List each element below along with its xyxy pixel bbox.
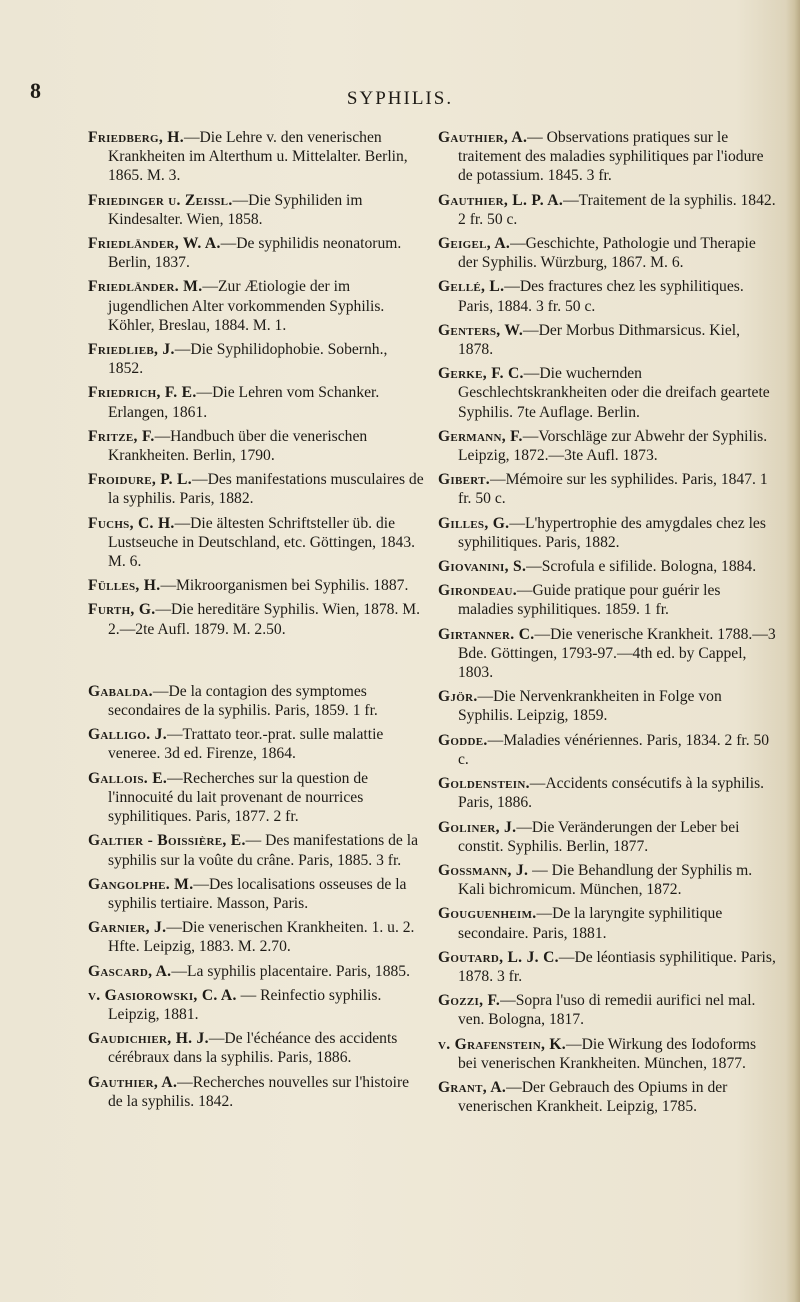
entry-text: —Die ältesten Schriftsteller üb. die Lustseuche in Deutschland, etc. Göttingen, 1843. M. 6. [108,514,416,571]
entry-author: Gossmann, J. [438,861,529,879]
bibliography-entry [438,514,776,552]
page-number: 8 [30,78,41,103]
bibliography-entry [438,687,776,725]
bibliography-entry [88,383,426,421]
entry-author: Furth, G. [88,601,156,619]
entry-text: —Die Syphiliden im Kindesalter. Wien, 1858. [108,191,363,228]
entry-author: Friedinger u. Zeissl. [88,191,233,209]
entry-author: Galtier - Boissière, E. [88,832,246,850]
entry-author: Gabalda. [88,682,153,700]
entry-author: Gaudichier, H. J. [88,1030,209,1048]
bibliography-entry [88,576,426,595]
entry-author: Gauthier, A. [88,1073,178,1091]
entry-text: — Observations pratiques sur le traitement des maladies syphilitiques par l'iodure de potassium. 1845. 3 fr. [458,129,764,185]
entry-author: Friedberg, H. [88,129,184,146]
bibliography-entry [88,234,426,272]
entry-author: Gauthier, L. P. A. [438,191,564,209]
bibliography-entry [88,427,426,465]
entry-author: Goutard, L. J. C. [438,948,559,966]
entry-text: —Die Lehren vom Schanker. Erlangen, 1861. [108,384,380,421]
entry-text: —Traitement de la syphilis. 1842. 2 fr. 50 c. [458,191,776,228]
entry-text: —Guide pratique pour guérir les maladies syphilitiques. 1859. 1 fr. [458,582,721,619]
bibliography-entry [438,731,776,769]
entry-text: —Mémoire sur les syphilides. Paris, 1847. 1 fr. 50 c. [458,471,768,508]
entry-text: —Geschichte, Pathologie und Therapie der Syphilis. Würzburg, 1867. M. 6. [458,235,756,272]
entry-author: v. Gasiorowski, C. A. [88,986,237,1004]
entry-author: Gouguenheim. [438,905,537,923]
entry-text: —Die venerische Krankheit. 1788.—3 Bde. Göttingen, 1793-97.—4th ed. by Cappel, 1803. [458,625,776,682]
entry-text: —L'hypertrophie des amygdales chez les syphilitiques. Paris, 1882. [458,514,766,551]
entry-author: Godde. [438,731,488,749]
bibliography-entry [88,918,426,956]
entry-text: —Die hereditäre Syphilis. Wien, 1878. M. 2.—2te Aufl. 1879. M. 2.50. [108,601,421,638]
entry-text: —Trattato teor.-prat. sulle malattie veneree. 3d ed. Firenze, 1864. [108,726,384,763]
bibliography-entry [438,1035,776,1073]
bibliography-entry [88,1029,426,1067]
bibliography-entry [88,986,426,1024]
entry-text: —Handbuch über die venerischen Krankheiten. Berlin, 1790. [108,427,368,465]
bibliography-entry [438,128,776,186]
entry-text: — Die Behandlung der Syphilis m. Kali bichromicum. München, 1872. [458,861,753,899]
bibliography-entry [438,427,776,465]
entry-text: —Mikroorganismen bei Syphilis. 1887. [160,577,409,595]
bibliography-entry [88,600,426,638]
entry-text: —De syphilidis neonatorum. Berlin, 1837. [108,235,402,272]
entry-author: Girtanner. C. [438,625,535,643]
entry-text: —Der Morbus Dithmarsicus. Kiel, 1878. [458,321,741,359]
page-edge-shadow [786,0,800,1302]
entry-author: Gauthier, A. [438,129,528,146]
entry-author: Giovanini, S. [438,558,527,576]
entry-author: Fritze, F. [88,427,155,445]
entry-author: Friedlieb, J. [88,341,175,359]
bibliography-entry [88,340,426,378]
bibliography-entry [438,774,776,812]
bibliography-entry [438,321,776,359]
entry-author: Gellé, L. [438,278,505,296]
entry-author: Geigel, A. [438,235,511,253]
entry-author: Fuchs, C. H. [88,514,175,532]
entry-author: Friedländer, W. A. [88,235,221,253]
entry-text: —Sopra l'uso di remedii aurifici nel mal. ven. Bologna, 1817. [458,992,756,1029]
bibliography-entry [438,364,776,422]
bibliography-entry [438,818,776,856]
entry-text: —Recherches nouvelles sur l'histoire de la syphilis. 1842. [108,1073,410,1110]
bibliography-entry [438,234,776,272]
entry-text: —Des fractures chez les syphilitiques. Paris, 1884. 3 fr. 50 c. [458,278,744,315]
entry-author: Froidure, P. L. [88,471,192,489]
entry-author: Friedländer. M. [88,278,203,296]
entry-author: Garnier, J. [88,919,167,937]
bibliography-entry [88,128,426,186]
bibliography-entry [88,277,426,335]
entry-author: Gerke, F. C. [438,365,524,383]
entry-text: —Die Wirkung des Iodoforms bei venerischen Krankheiten. München, 1877. [458,1035,757,1072]
bibliography-entry [88,514,426,572]
entry-text: —Die Nervenkrankheiten in Folge von Syphilis. Leipzig, 1859. [458,688,722,725]
entry-author: Gangolphe. M. [88,875,194,893]
right-column [438,128,776,1121]
entry-text: —Accidents consécutifs à la syphilis. Paris, 1886. [458,775,765,812]
bibliography-entry [88,962,426,981]
entry-text: —Die Syphilidophobie. Sobernh., 1852. [108,341,388,378]
entry-author: Genters, W. [438,321,524,339]
entry-author: v. Grafenstein, K. [438,1035,566,1053]
entry-text: —Des manifestations musculaires de la syphilis. Paris, 1882. [108,471,424,508]
bibliography-entry [88,831,426,869]
bibliography-entry [88,875,426,913]
entry-author: Galligo. J. [88,726,167,744]
entry-text: —De l'échéance des accidents cérébraux dans la syphilis. Paris, 1886. [108,1030,398,1067]
entry-text: —Die Lehre v. den venerischen Krankheiten im Alterthum u. Mittelalter. Berlin, 1865. M. 3. [108,129,408,185]
bibliography-entry [88,682,426,720]
entry-author: Germann, F. [438,427,523,445]
entry-author: Gascard, A. [88,962,172,980]
entry-author: Gozzi, F. [438,992,501,1010]
entry-author: Grant, A. [438,1078,507,1096]
running-head: SYPHILIS. [346,88,454,109]
bibliography-entry [438,581,776,619]
entry-text: —La syphilis placentaire. Paris, 1885. [171,962,410,980]
bibliography-entry [438,191,776,229]
entry-text: —Die venerischen Krankheiten. 1. u. 2. Hfte. Leipzig, 1883. M. 2.70. [108,919,415,956]
bibliography-entry [438,470,776,508]
entry-author: Girondeau. [438,582,517,600]
entry-author: Goldenstein. [438,775,530,793]
entry-author: Friedrich, F. E. [88,384,197,402]
bibliography-entry [438,948,776,986]
bibliography-entry [438,991,776,1029]
entry-author: Fülles, H. [88,577,161,595]
entry-author: Gilles, G. [438,514,510,532]
bibliography-entry [88,725,426,763]
bibliography-entry [88,769,426,827]
entry-text: —Des localisations osseuses de la syphilis tertiaire. Masson, Paris. [108,875,407,912]
bibliography-entry [438,861,776,899]
entry-text: —De la contagion des symptomes secondaires de la syphilis. Paris, 1859. 1 fr. [108,682,378,720]
entry-text: — Des manifestations de la syphilis sur la voûte du crâne. Paris, 1885. 3 fr. [108,832,419,869]
entry-text: —Scrofula e sifilide. Bologna, 1884. [526,558,757,576]
entry-text: —Vorschläge zur Abwehr der Syphilis. Leipzig, 1872.—3te Aufl. 1873. [458,427,768,465]
bibliography-entry [438,557,776,576]
bibliography-entry [438,1078,776,1116]
entry-text: —Der Gebrauch des Opiums in der venerischen Krankheit. Leipzig, 1785. [458,1078,728,1116]
left-column [88,128,426,1116]
entry-text: —Zur Ætiologie der im jugendlichen Alter vorkommenden Syphilis. Köhler, Breslau, 1884. M. 1. [108,278,385,334]
entry-author: Gjör. [438,688,478,706]
bibliography-entry [438,277,776,315]
bibliography-entry [88,1073,426,1111]
entry-text: —Die wuchernden Geschlechtskrankheiten oder die dreifach geartete Syphilis. 7te Auflage. Berlin. [458,365,770,421]
bibliography-entry [88,470,426,508]
entry-text: — Reinfectio syphilis. Leipzig, 1881. [108,986,382,1023]
bibliography-entry [438,625,776,683]
entry-text: —Die Veränderungen der Leber bei constit. Syphilis. Berlin, 1877. [458,818,740,855]
entry-author: Gallois. E. [88,769,168,787]
entry-author: Goliner, J. [438,818,517,836]
entry-author: Gibert. [438,471,490,489]
entry-text: —Maladies vénériennes. Paris, 1834. 2 fr. 50 c. [458,731,770,768]
section-gap [88,644,426,682]
entry-text: —De léontiasis syphilitique. Paris, 1878. 3 fr. [458,948,776,985]
bibliography-entry [438,904,776,942]
entry-text: —Recherches sur la question de l'innocuité du lait provenant de nourrices syphilitiques. Paris, 1877. 2 fr. [108,769,369,826]
entry-text: —De la laryngite syphilitique secondaire. Paris, 1881. [458,905,723,942]
bibliography-entry [88,191,426,229]
